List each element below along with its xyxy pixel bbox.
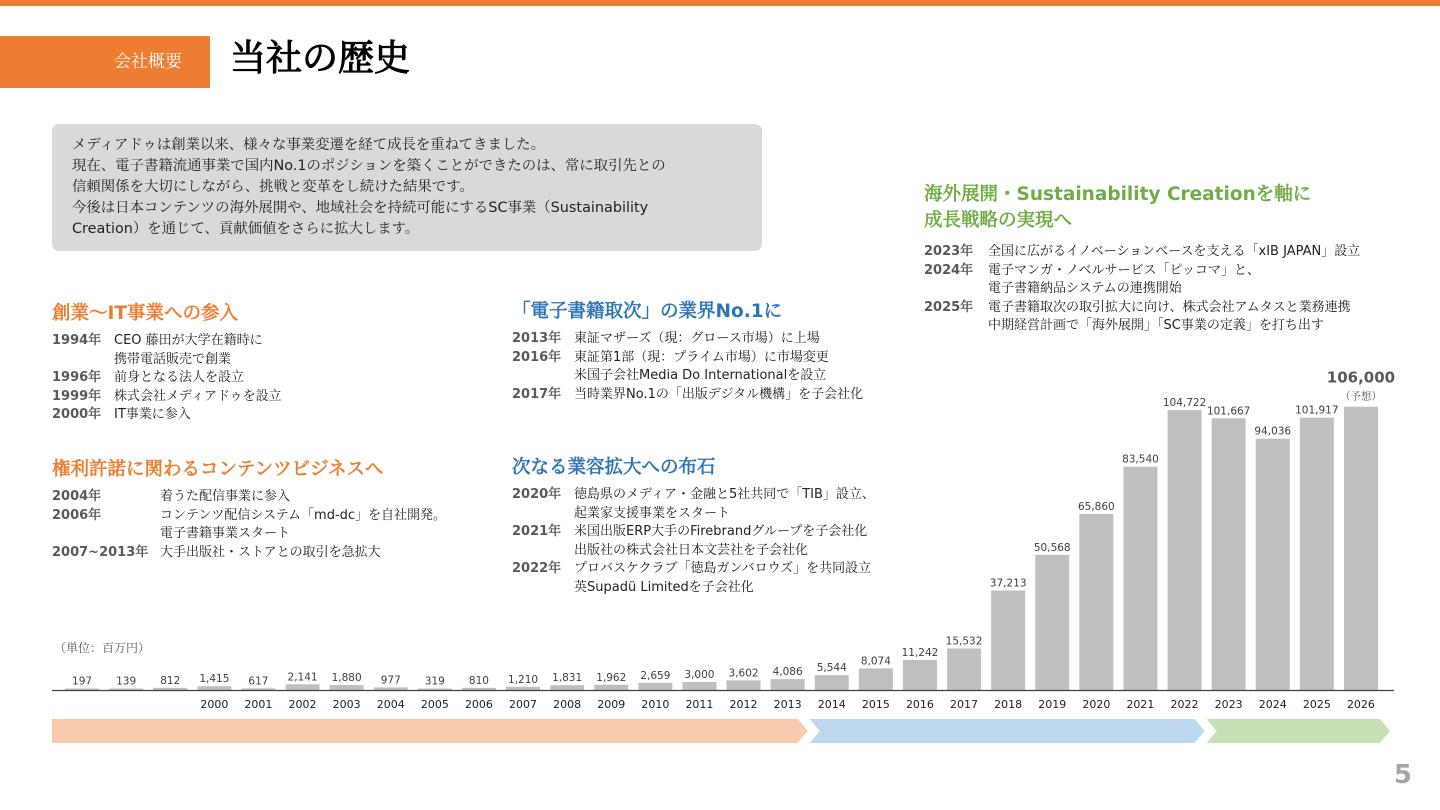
event-text: 当時業界No.1の「出版デジタル機構」を子会社化 bbox=[574, 386, 864, 402]
x-tick-label: 2019 bbox=[1038, 698, 1067, 711]
chart-bar bbox=[682, 682, 716, 690]
event-text: 大手出版社・ストアとの取引を急拡大 bbox=[160, 544, 381, 560]
x-tick-label: 2000 bbox=[200, 698, 229, 711]
x-tick-label: 2017 bbox=[950, 698, 979, 711]
x-tick-label: 2020 bbox=[1082, 698, 1111, 711]
data-label: 1,880 bbox=[331, 671, 362, 684]
event-text: 東証マザーズ（現：グロース市場）に上場 bbox=[574, 331, 820, 346]
x-tick-label: 2006 bbox=[464, 698, 493, 711]
page-number: 5 bbox=[1393, 760, 1412, 790]
chart-bar bbox=[462, 688, 496, 690]
event-text: 株式会社メディアドゥを設立 bbox=[114, 388, 282, 404]
chart-bar bbox=[859, 668, 893, 690]
data-label: 1,962 bbox=[596, 671, 627, 684]
x-tick-label: 2015 bbox=[861, 698, 890, 711]
data-label: 1,831 bbox=[552, 672, 583, 685]
chart-bar bbox=[506, 687, 540, 690]
phase-arrow bbox=[52, 719, 808, 743]
data-label: 11,242 bbox=[901, 646, 939, 659]
event-text: 電子書籍納品システムの連携開始 bbox=[988, 281, 1182, 296]
event-text: 出版社の株式会社日本文芸社を子会社化 bbox=[574, 542, 809, 558]
event-text: 起業家支援事業をスタート bbox=[574, 505, 731, 521]
chart-bar bbox=[1300, 418, 1334, 690]
data-label: 4,086 bbox=[772, 666, 803, 679]
intro-line: 現在、電子書籍流通事業で国内No.1のポジションを築くことができたのは、常に取引先との bbox=[72, 158, 666, 174]
data-label: 3,602 bbox=[728, 667, 759, 680]
section-title-rights: 権利許諾に関わるコンテンツビジネスへ bbox=[52, 459, 384, 480]
event-text: 米国子会社Media Do Internationalを設立 bbox=[574, 368, 827, 383]
data-label: 101,917 bbox=[1295, 404, 1339, 417]
chart-unit-label: （単位：百万円） bbox=[54, 641, 151, 655]
event-year: 2022年 bbox=[512, 561, 562, 576]
chart-bar bbox=[1168, 410, 1202, 690]
event-year: 1994年 bbox=[52, 333, 102, 348]
event-text: 全国に広がるイノベーションベースを支える「xIB JAPAN」設立 bbox=[988, 244, 1361, 259]
x-tick-label: 2011 bbox=[685, 698, 714, 711]
chart-bar bbox=[1035, 555, 1069, 690]
section-tag: 会社概要 bbox=[0, 36, 210, 88]
x-tick-label: 2010 bbox=[641, 698, 670, 711]
data-label: 810 bbox=[468, 674, 489, 687]
data-label: 977 bbox=[380, 674, 401, 687]
event-text: CEO 藤田が大学在籍時に bbox=[114, 333, 263, 348]
event-year: 2020年 bbox=[512, 487, 562, 502]
data-label: 83,540 bbox=[1122, 453, 1159, 466]
x-tick-label: 2025 bbox=[1302, 698, 1331, 711]
event-year: 2016年 bbox=[512, 349, 562, 365]
chart-bar bbox=[153, 688, 187, 690]
section-title-no1: 「電子書籍取次」の業界No.1に bbox=[512, 301, 783, 322]
x-tick-label: 2014 bbox=[817, 698, 846, 711]
event-text: 電子マンガ・ノベルサービス「ピッコマ」と、 bbox=[988, 262, 1260, 278]
phase-arrow bbox=[810, 719, 1205, 743]
x-tick-label: 2021 bbox=[1126, 698, 1155, 711]
event-year: 2023年 bbox=[924, 244, 974, 259]
event-year: 2025年 bbox=[924, 299, 974, 315]
event-year: 2004年 bbox=[52, 489, 102, 504]
chart-bar bbox=[1123, 467, 1157, 690]
event-year: 2000年 bbox=[52, 407, 102, 422]
event-year: 2021年 bbox=[512, 524, 562, 539]
chart-bar bbox=[947, 648, 981, 690]
intro-line: Creation）を通じて、貢献価値をさらに拡大します。 bbox=[72, 221, 420, 237]
page-title: 当社の歴史 bbox=[230, 38, 411, 79]
event-text: 徳島県のメディア・金融と5社共同で「TIB」設立、 bbox=[574, 487, 875, 502]
data-label: 94,036 bbox=[1254, 425, 1292, 438]
chart-bar bbox=[1344, 407, 1378, 690]
phase-arrow bbox=[1207, 719, 1390, 743]
chart-bar bbox=[638, 683, 672, 690]
x-tick-label: 2022 bbox=[1170, 698, 1199, 711]
event-text: 米国出版ERP大手のFirebrandグループを子会社化 bbox=[574, 524, 868, 539]
intro-line: メディアドゥは創業以来、様々な事業変遷を経て成長を重ねてきました。 bbox=[72, 137, 546, 153]
chart-bar bbox=[771, 679, 805, 690]
x-tick-label: 2009 bbox=[597, 698, 626, 711]
section-title-line: 成長戦略の実現へ bbox=[924, 210, 1073, 231]
data-label: 2,141 bbox=[287, 671, 318, 684]
event-text: 前身となる法人を設立 bbox=[114, 370, 245, 385]
chart-bar bbox=[815, 675, 849, 690]
chart-bar bbox=[286, 684, 320, 690]
event-year: 2013年 bbox=[512, 331, 562, 346]
event-text: 電子書籍取次の取引拡大に向け、株式会社アムタスと業務連携 bbox=[988, 299, 1351, 315]
event-year: 2007~2013年 bbox=[52, 544, 149, 560]
chart-bar bbox=[550, 685, 584, 690]
event-text: 英Supadü Limitedを子会社化 bbox=[574, 579, 754, 595]
chart-bar bbox=[65, 689, 99, 691]
x-tick-label: 2008 bbox=[553, 698, 582, 711]
data-label: 8,074 bbox=[860, 655, 891, 668]
x-tick-label: 2023 bbox=[1214, 698, 1243, 711]
data-label: 65,860 bbox=[1077, 500, 1115, 513]
data-label: 15,532 bbox=[945, 635, 983, 648]
data-label: 139 bbox=[116, 675, 137, 688]
chart-bar bbox=[374, 687, 408, 690]
section-title-next: 次なる業容拡大への布石 bbox=[512, 457, 716, 478]
chart-bar bbox=[1079, 514, 1113, 690]
chart-bar bbox=[903, 660, 937, 690]
forecast-note: （予想） bbox=[1339, 390, 1382, 403]
intro-line: 今後は日本コンテンツの海外展開や、地域社会を持続可能にするSC事業（Sustainability bbox=[72, 200, 649, 216]
event-year: 2006年 bbox=[52, 507, 102, 523]
event-year: 2024年 bbox=[924, 262, 974, 278]
data-label: 104,722 bbox=[1162, 397, 1207, 410]
data-label: 50,568 bbox=[1033, 541, 1071, 554]
x-tick-label: 2018 bbox=[994, 698, 1023, 711]
event-text: IT事業に参入 bbox=[114, 407, 191, 422]
event-year: 1996年 bbox=[52, 370, 102, 385]
chart-bar bbox=[1212, 418, 1246, 690]
x-tick-label: 2024 bbox=[1258, 698, 1287, 711]
event-text: 携帯電話販売で創業 bbox=[114, 351, 232, 367]
chart-bar bbox=[241, 688, 275, 690]
event-text: 東証第1部（現：プライム市場）に市場変更 bbox=[574, 349, 829, 365]
data-label: 319 bbox=[424, 675, 445, 688]
chart-bar bbox=[330, 685, 364, 690]
chart-bar bbox=[594, 685, 628, 690]
data-label: 3,000 bbox=[684, 668, 715, 681]
x-tick-label: 2016 bbox=[905, 698, 934, 711]
chart-bar bbox=[991, 591, 1025, 690]
chart-bar bbox=[109, 689, 143, 691]
event-text: 中期経営計画で「海外展開」「SC事業の定義」を打ち出す bbox=[988, 318, 1324, 333]
event-text: 電子書籍事業スタート bbox=[160, 526, 291, 541]
event-year: 2017年 bbox=[512, 386, 562, 402]
event-text: プロバスケクラブ「徳島ガンバロウズ」を共同設立 bbox=[574, 561, 872, 576]
intro-line: 信頼関係を大切にしながら、挑戦と変革をし続けた結果です。 bbox=[72, 179, 474, 195]
chart-bar bbox=[197, 686, 231, 690]
event-text: 着うた配信事業に参入 bbox=[160, 489, 291, 504]
x-tick-label: 2012 bbox=[729, 698, 758, 711]
data-label: 37,213 bbox=[989, 577, 1027, 590]
section-title-founding: 創業～IT事業への参入 bbox=[52, 303, 239, 324]
data-label: 617 bbox=[248, 675, 269, 688]
data-label: 106,000 bbox=[1326, 368, 1396, 387]
event-year: 1999年 bbox=[52, 388, 102, 404]
chart-bar bbox=[418, 689, 452, 691]
section-title-line: 海外展開・Sustainability Creationを軸に bbox=[924, 184, 1312, 205]
data-label: 197 bbox=[72, 675, 93, 688]
event-text: コンテンツ配信システム「md-dc」を自社開発。 bbox=[160, 507, 447, 523]
x-tick-label: 2001 bbox=[244, 698, 273, 711]
x-tick-label: 2004 bbox=[376, 698, 405, 711]
data-label: 1,210 bbox=[508, 673, 539, 686]
x-tick-label: 2005 bbox=[420, 698, 449, 711]
chart-bar bbox=[727, 680, 761, 690]
x-tick-label: 2002 bbox=[288, 698, 317, 711]
x-tick-label: 2013 bbox=[773, 698, 802, 711]
chart-bar bbox=[1256, 439, 1290, 690]
data-label: 1,415 bbox=[199, 673, 230, 686]
data-label: 2,659 bbox=[640, 669, 671, 682]
data-label: 101,667 bbox=[1206, 405, 1251, 418]
x-tick-label: 2026 bbox=[1346, 698, 1375, 711]
x-tick-label: 2003 bbox=[332, 698, 361, 711]
data-label: 5,544 bbox=[816, 662, 847, 675]
x-tick-label: 2007 bbox=[509, 698, 538, 711]
data-label: 812 bbox=[160, 674, 181, 687]
